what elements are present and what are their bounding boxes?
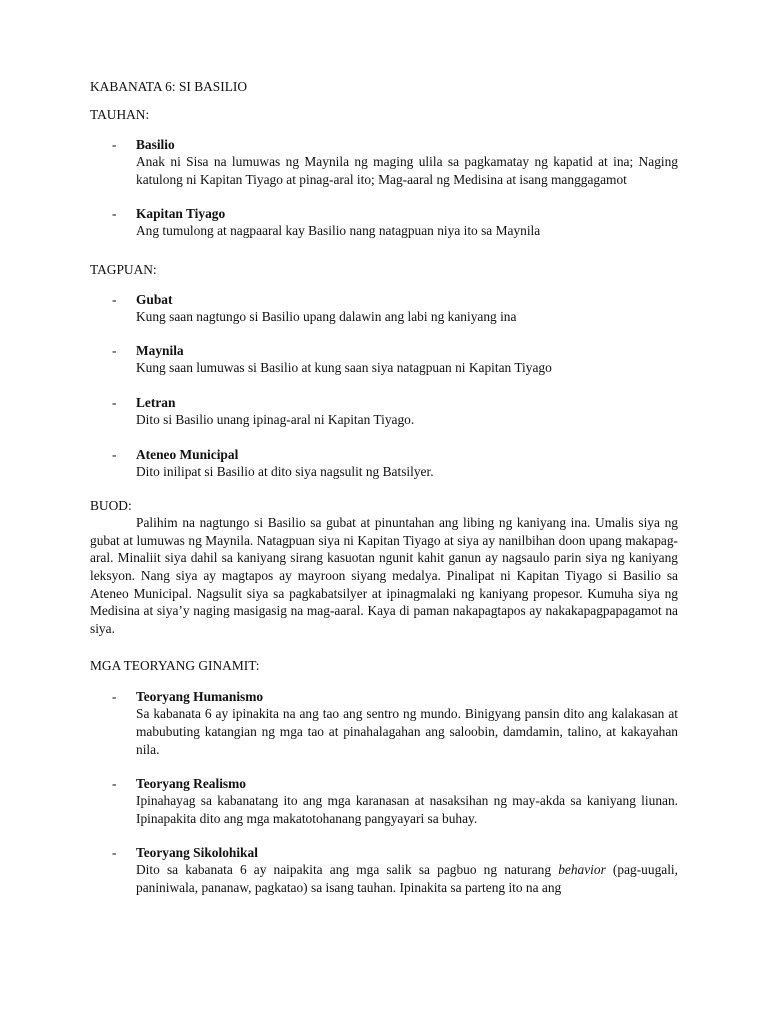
tagpuan-item-gubat <box>90 291 678 326</box>
teorya-item-sikolohikal <box>90 844 678 896</box>
document-title: KABANATA 6: SI BASILIO <box>90 79 248 94</box>
item-description: Kung saan nagtungo si Basilio upang dalawin ang labi ng kaniyang ina <box>136 308 517 324</box>
list-dash: - <box>112 343 117 359</box>
item-title: Teoryang Sikolohikal <box>136 845 258 861</box>
item-title: Letran <box>136 394 176 410</box>
tagpuan-item-maynila <box>90 342 678 377</box>
item-description: Kung saan lumuwas si Basilio at kung saan siya natagpuan ni Kapitan Tiyago <box>136 360 552 376</box>
tauhan-item-basilio <box>90 136 678 188</box>
item-title: Teoryang Realismo <box>136 776 246 792</box>
tauhan-label: TAUHAN: <box>90 107 150 122</box>
list-dash: - <box>112 394 117 410</box>
item-description: Anak ni Sisa na lumuwas ng Maynila ng maging ulila sa pagkamatay ng kapatid at ina; Naging katulong ni Kapitan Tiyago at pinag-aral ito; Mag-aaral ng Medisina at isang manggagamot <box>136 154 678 187</box>
description-text: Dito sa kabanata 6 ay naipakita ang mga salik sa pagbuo ng naturang <box>136 862 559 878</box>
list-dash: - <box>112 776 117 792</box>
item-title: Kapitan Tiyago <box>136 206 226 222</box>
tagpuan-item-ateneo <box>90 446 678 481</box>
buod-paragraph: Palihim na nagtungo si Basilio sa gubat at pinuntahan ang libing ng kaniyang ina. Umalis siya ng gubat at lumuwas ng Maynila. Natagpuan siya ni Kapitan Tiyago at siya ay nanilbihan doon upang makapag-aral. Minaliit siya dahil sa kaniyang sirang kasuotan ngunit kahit ganun ay nagsaulo parin siya ng kaniyang leksyon. Nang siya ay magtapos ay mayroon siyang medalya. Pinalipat ni Kapitan Tiyago si Basilio sa Ateneo Municipal. Nagsulit siya sa pagkabatsilyer at ipinagmalaki ng kaniyang propesor. Kumuha siya ng Medisina at siya’y naging masigasig na mag-aaral. Kaya di paman nakapagtapos ay nakakapagpapagamot na siya. <box>90 515 678 636</box>
item-title: Basilio <box>136 137 175 152</box>
document-page <box>90 78 678 896</box>
list-dash: - <box>112 291 117 307</box>
teorya-item-humanismo <box>90 688 678 758</box>
tagpuan-label: TAGPUAN: <box>90 261 157 277</box>
list-dash: - <box>112 446 117 462</box>
list-dash: - <box>112 689 117 705</box>
item-description: Ang tumulong at nagpaaral kay Basilio nang natagpuan niya ito sa Maynila <box>136 223 541 239</box>
tagpuan-item-letran <box>90 394 678 429</box>
item-description: Sa kabanata 6 ay ipinakita na ang tao ang sentro ng mundo. Binigyang pansin dito ang kalakasan at mabubuting katangian ng mga tao at pinahalagahan ang saloobin, damdamin, talino, at kakayahan nila. <box>136 706 678 757</box>
description-text: (pag-uugali, paniniwala, pananaw, pagkatao) sa isang tauhan. Ipinakita sa parteng ito na ang <box>136 862 679 895</box>
item-description: Dito si Basilio unang ipinag-aral ni Kapitan Tiyago. <box>136 411 415 427</box>
list-dash: - <box>112 845 117 861</box>
teorya-label: MGA TEORYANG GINAMIT: <box>90 658 260 674</box>
list-dash: - <box>112 206 117 222</box>
list-dash: - <box>112 137 117 152</box>
tauhan-item-kapitan-tiyago <box>90 205 678 240</box>
description-emphasis: behavior <box>558 862 606 878</box>
item-title: Gubat <box>136 291 173 307</box>
item-description: Ipinahayag sa kabanatang ito ang mga karanasan at nasaksihan ng may-akda sa kaniyang liunan. Ipinapakita dito ang mga makatotohanang pangyayari sa buhay. <box>136 793 678 826</box>
item-title: Maynila <box>136 343 184 359</box>
buod-label: BUOD: <box>90 498 132 514</box>
item-title: Teoryang Humanismo <box>136 689 264 705</box>
item-description: Dito inilipat si Basilio at dito siya nagsulit ng Batsilyer. <box>136 463 434 479</box>
item-title: Ateneo Municipal <box>136 446 239 462</box>
item-description <box>136 861 678 896</box>
teorya-item-realismo <box>90 775 678 827</box>
